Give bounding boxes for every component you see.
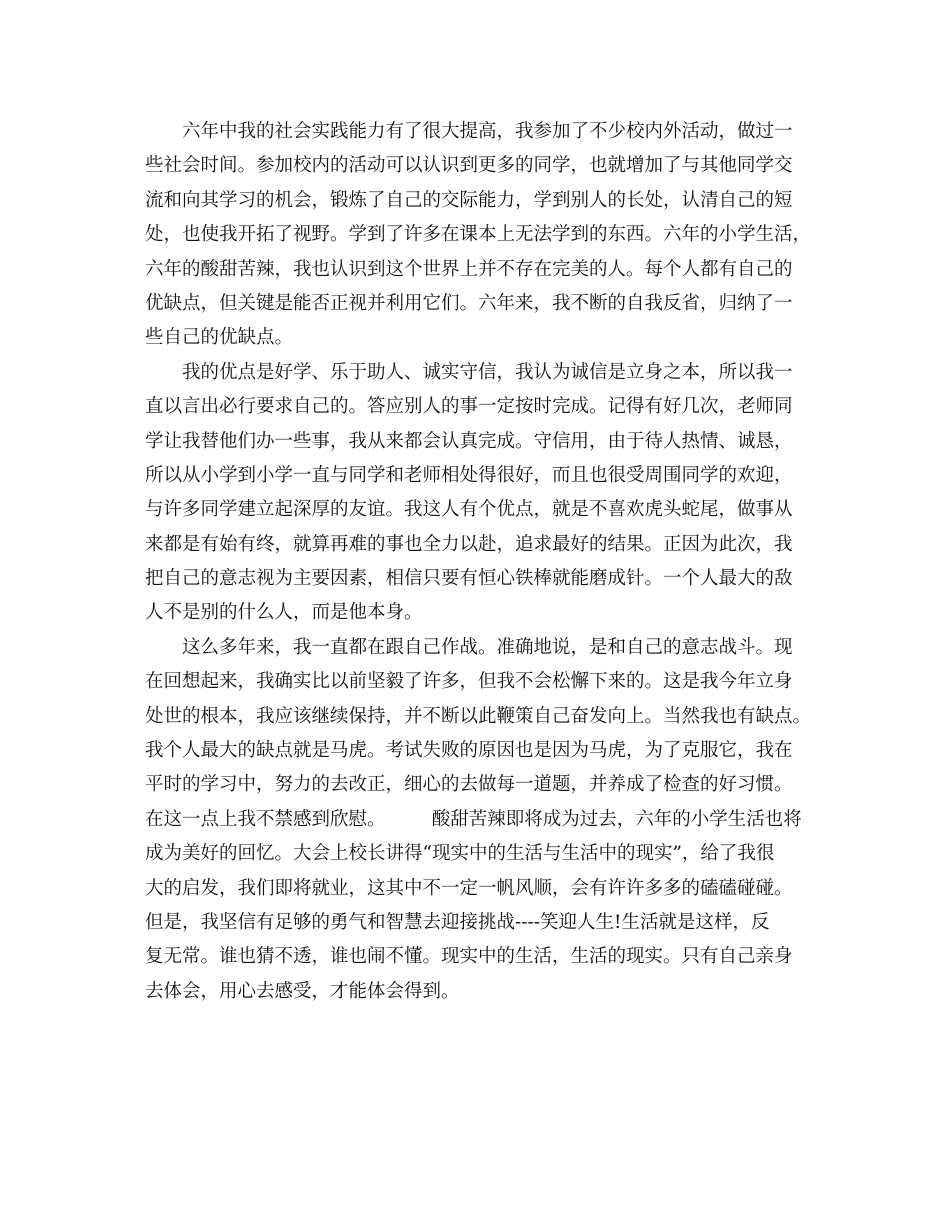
text-line: 把自己的意志视为主要因素，相信只要有恒心铁棒就能磨成针。一个人最大的敌 [145, 568, 793, 590]
text-line: 六年的酸甜苦辣，我也认识到这个世界上并不存在完美的人。每个人都有自己的 [145, 258, 793, 280]
text-line: 学让我替他们办一些事，我从来都会认真完成。守信用，由于待人热情、诚恳， [145, 430, 793, 452]
text-line: 直以言出必行要求自己的。答应别人的事一定按时完成。记得有好几次，老师同 [145, 396, 793, 418]
text-line: 优缺点，但关键是能否正视并利用它们。六年来，我不断的自我反省，归纳了一 [145, 292, 793, 314]
text-line: 在回想起来，我确实比以前坚毅了许多，但我不会松懈下来的。这是我今年立身 [145, 671, 793, 693]
text-line: 但是，我坚信有足够的勇气和智慧去迎接挑战----笑迎人生!生活就是这样，反 [145, 911, 770, 933]
text-line: 我的优点是好学、乐于助人、诚实守信，我认为诚信是立身之本，所以我一 [182, 361, 793, 383]
text-line: 些社会时间。参加校内的活动可以认识到更多的同学，也就增加了与其他同学交 [145, 155, 793, 177]
text-line: 成为美好的回忆。大会上校长讲得“现实中的生活与生活中的现实”，给了我很 [145, 843, 775, 865]
text-line: 去体会，用心去感受，才能体会得到。 [145, 980, 460, 1002]
text-line: 人不是别的什么人，而是他本身。 [145, 602, 423, 624]
text-line: 这么多年来，我一直都在跟自己作战。准确地说，是和自己的意志战斗。现 [182, 636, 793, 658]
text-line: 六年中我的社会实践能力有了很大提高，我参加了不少校内外活动，做过一 [182, 121, 793, 142]
text-line: 与许多同学建立起深厚的友谊。我这人有个优点，就是不喜欢虎头蛇尾，做事从 [145, 499, 793, 521]
text-line: 我个人最大的缺点就是马虎。考试失败的原因也是因为马虎，为了克服它，我在 [145, 740, 793, 762]
text-line: 些自己的优缺点。 [145, 327, 294, 349]
text-line: 复无常。谁也猜不透，谁也闹不懂。现实中的生活，生活的现实。只有自己亲身 [145, 946, 793, 968]
text-line: 平时的学习中，努力的去改正，细心的去做每一道题，并养成了检查的好习惯。 [145, 774, 793, 796]
text-line: 流和向其学习的机会，锻炼了自己的交际能力，学到别人的长处，认清自己的短 [145, 189, 793, 211]
text-line: 所以从小学到小学一直与同学和老师相处得很好，而且也很受周围同学的欢迎， [145, 464, 793, 486]
text-line: 处，也使我开拓了视野。学到了许多在课本上无法学到的东西。六年的小学生活， [145, 224, 812, 246]
text-line: 来都是有始有终，就算再难的事也全力以赴，追求最好的结果。正因为此次，我 [145, 533, 793, 555]
text-line: 在这一点上我不禁感到欣慰。 酸甜苦辣即将成为过去，六年的小学生活也将 [145, 808, 802, 830]
text-line: 大的启发，我们即将就业，这其中不一定一帆风顺，会有许许多多的磕磕碰碰。 [145, 877, 793, 899]
text-line: 处世的根本，我应该继续保持，并不断以此鞭策自己奋发向上。当然我也有缺点。 [145, 705, 812, 727]
essay-body [145, 115, 815, 1009]
